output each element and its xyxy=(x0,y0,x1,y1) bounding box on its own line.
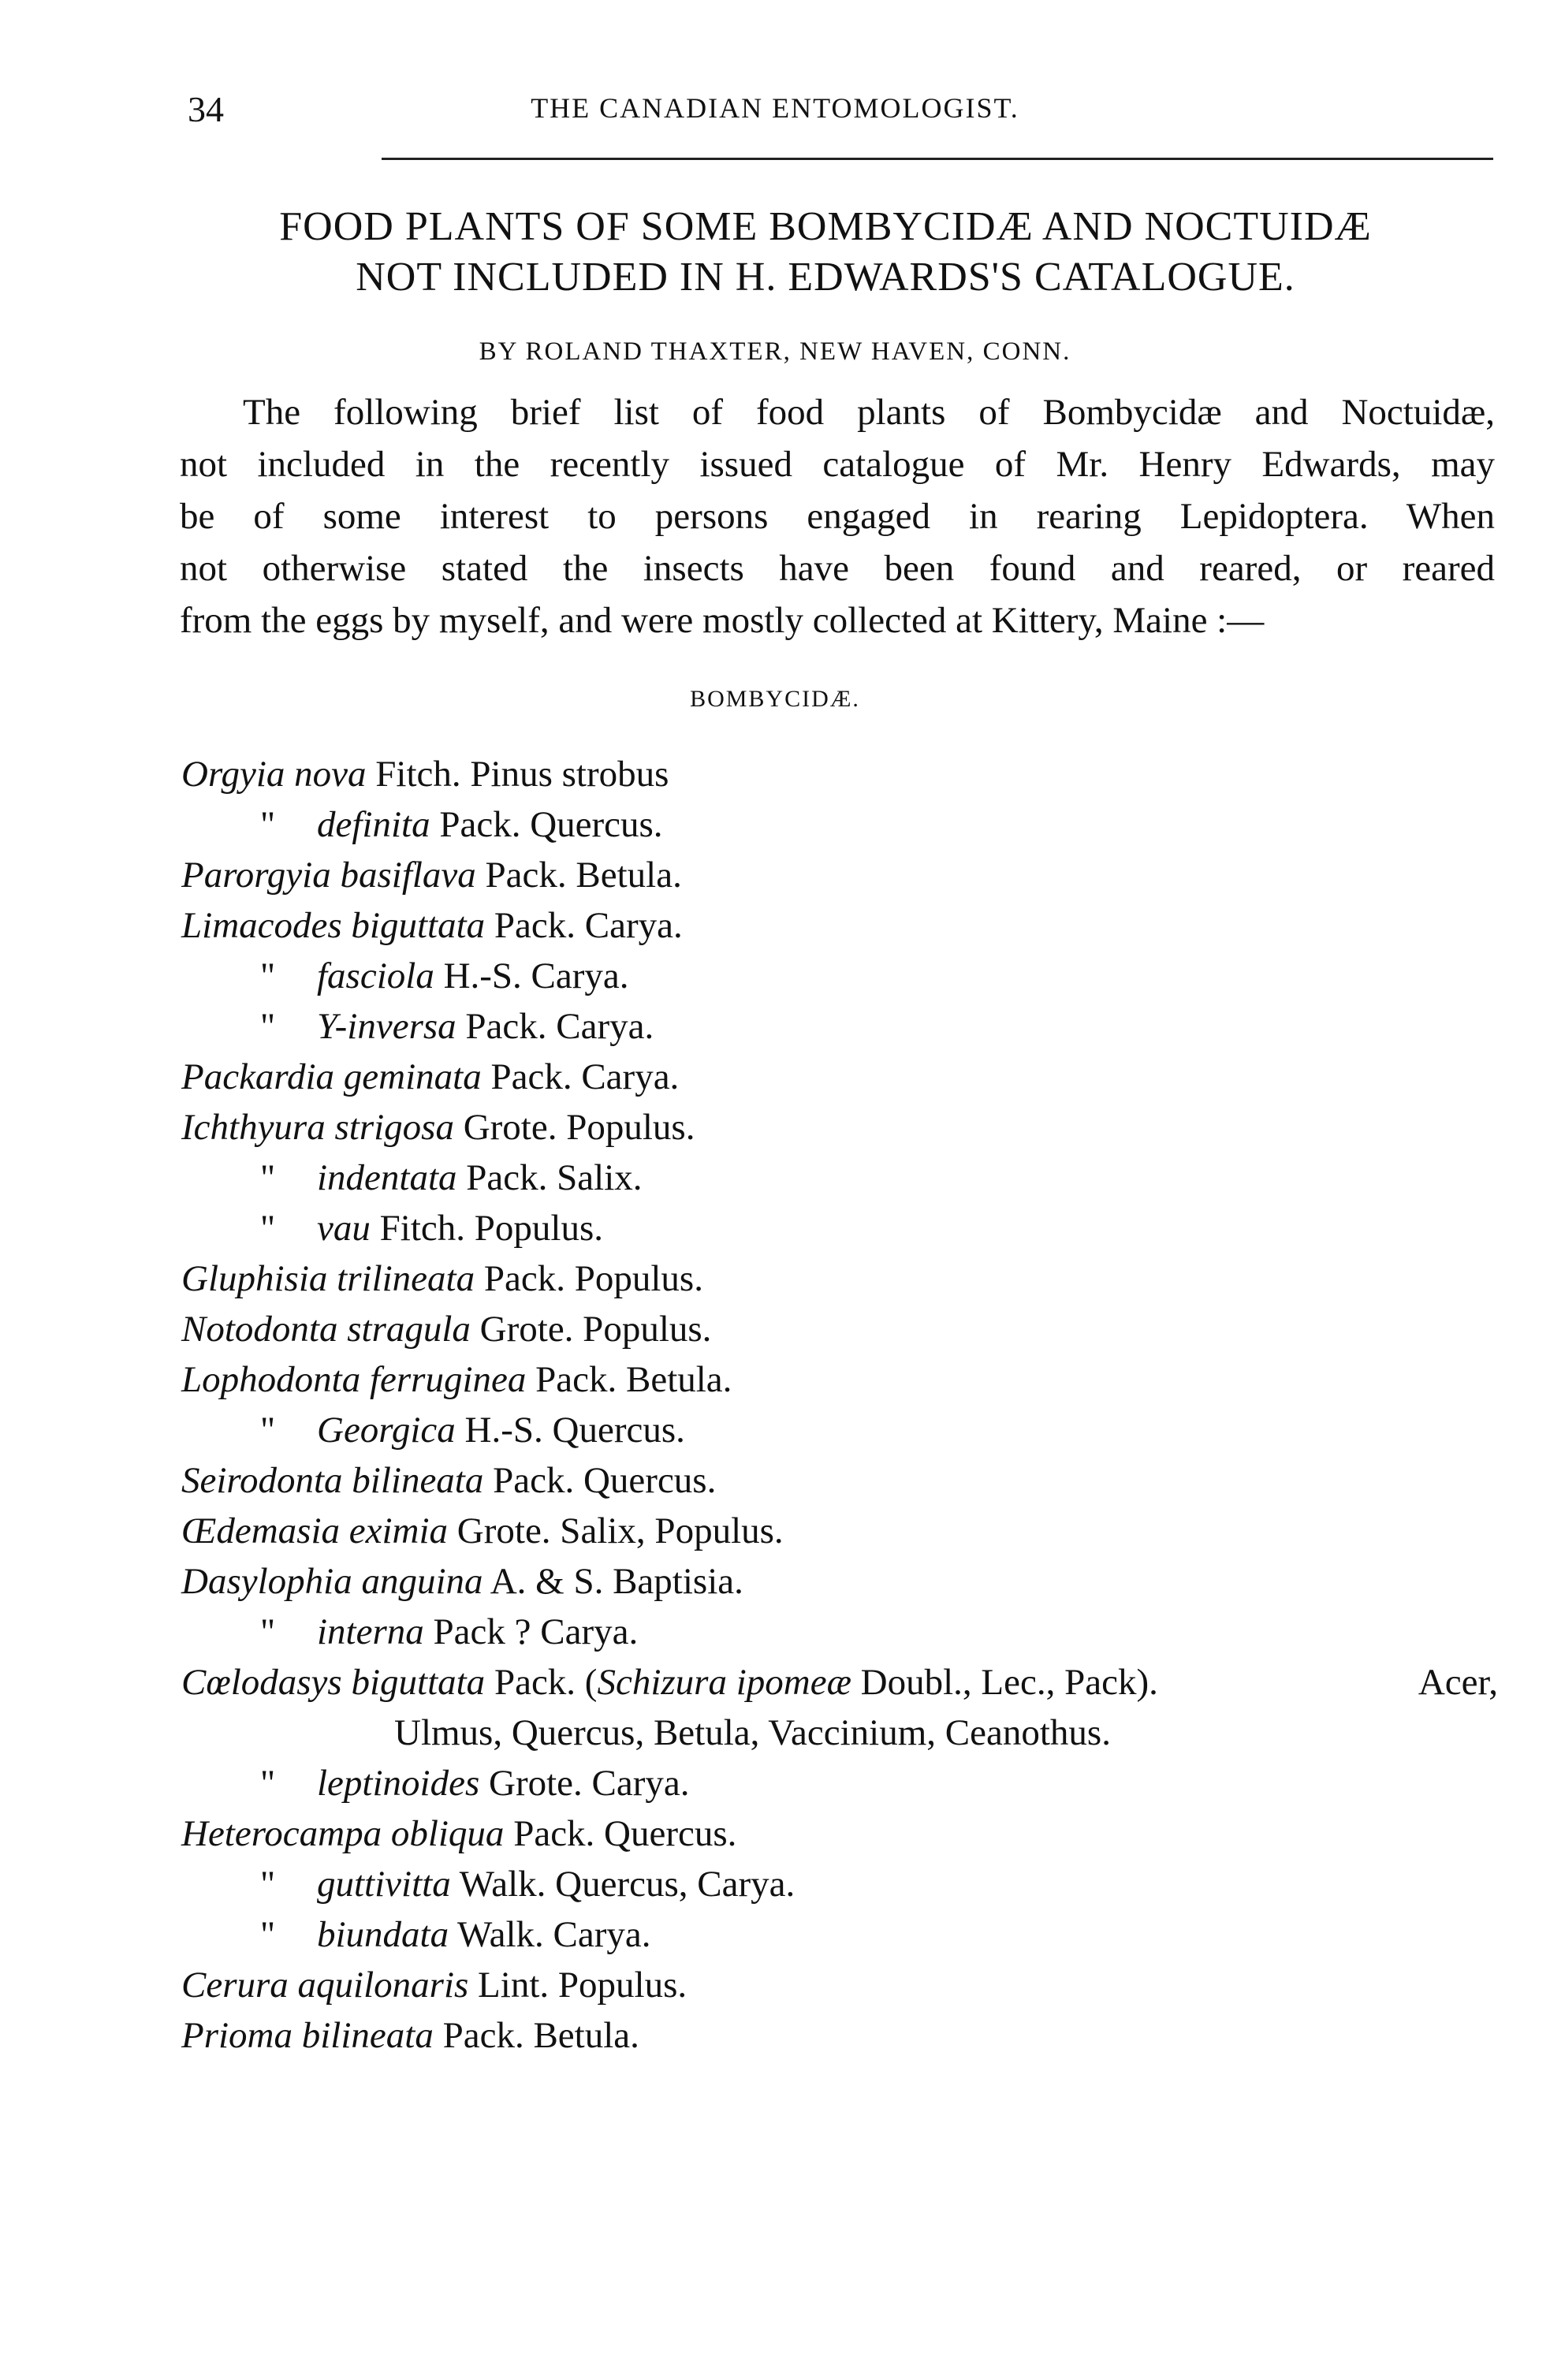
species-entry xyxy=(181,1354,1498,1405)
species-name: Œdemasia eximia xyxy=(181,1510,449,1551)
page-number: 34 xyxy=(188,89,224,129)
species-entry xyxy=(181,900,1498,951)
authority-and-food-plant: Pack. Salix. xyxy=(456,1157,643,1198)
species-entry xyxy=(181,850,1498,900)
ditto-mark: " xyxy=(260,804,276,845)
species-entry xyxy=(181,1001,1498,1052)
species-name: Y-inversa xyxy=(317,1006,456,1047)
species-entry xyxy=(181,951,1498,1001)
species-name: leptinoides xyxy=(317,1763,480,1804)
authority-and-food-plant: Walk. Quercus, Carya. xyxy=(450,1864,795,1905)
ditto-mark: " xyxy=(260,1410,276,1451)
species-name: Seirodonta bilineata xyxy=(181,1460,484,1501)
ditto-mark: " xyxy=(260,1006,276,1047)
authority-and-food-plant: Fitch. Pinus strobus xyxy=(366,754,669,795)
species-name: Cerura aquilonaris xyxy=(181,1965,469,2006)
authority-and-food-plant: Pack. Quercus. xyxy=(430,804,663,845)
species-entry xyxy=(181,1960,1498,2010)
authority-and-food-plant: Fitch. Populus. xyxy=(370,1208,603,1249)
species-name: Packardia geminata xyxy=(181,1056,482,1097)
authority-and-food-plant: H.-S. Quercus. xyxy=(455,1410,685,1451)
running-title: THE CANADIAN ENTOMOLOGIST. xyxy=(531,92,1019,124)
species-entry xyxy=(181,1808,1498,1859)
species-name: fasciola xyxy=(317,955,434,996)
species-entry xyxy=(181,1607,1498,1657)
coelodasys-main xyxy=(181,1657,1158,1708)
species-entry xyxy=(181,1405,1498,1455)
species-name: definita xyxy=(317,804,430,845)
species-name: guttivitta xyxy=(317,1864,451,1905)
authority-and-food-plant: A. & S. Baptisia. xyxy=(483,1561,743,1602)
species-entry xyxy=(181,1506,1498,1556)
synonym-authority: Doubl., Lec., Pack). xyxy=(851,1662,1158,1703)
intro-line: from the eggs by myself, and were mostly collected at Kittery, Maine :— xyxy=(180,600,1265,641)
authority-and-food-plant: Grote. Populus. xyxy=(453,1107,695,1148)
intro-line: not included in the recently issued catalogue of Mr. Henry Edwards, may xyxy=(180,444,1495,485)
ditto-mark: " xyxy=(260,955,276,996)
authority-and-food-plant: Pack. Carya. xyxy=(485,905,683,946)
species-name: Ichthyura strigosa xyxy=(181,1107,454,1148)
ditto-mark: " xyxy=(260,1208,276,1249)
species-name: Dasylophia anguina xyxy=(181,1561,483,1602)
species-name: Cœlodasys biguttata xyxy=(181,1662,486,1703)
species-entry xyxy=(181,1153,1498,1203)
species-entry xyxy=(181,799,1498,850)
species-name: Heterocampa obliqua xyxy=(181,1813,505,1854)
authority-and-food-plant: Grote. Carya. xyxy=(479,1763,690,1804)
article-title xyxy=(158,202,1493,303)
species-name: Orgyia nova xyxy=(181,754,367,795)
species-entry xyxy=(181,1909,1498,1960)
authority-and-food-plant: Walk. Carya. xyxy=(449,1914,651,1955)
authority-and-food-plant: Pack. Carya. xyxy=(456,1006,654,1047)
species-entry xyxy=(181,1203,1498,1253)
species-entry xyxy=(181,1758,1498,1808)
authority-and-food-plant: Pack. Betula. xyxy=(526,1359,732,1400)
species-name: Parorgyia basiflava xyxy=(181,855,476,896)
ditto-mark: " xyxy=(260,1157,276,1198)
species-name: Limacodes biguttata xyxy=(181,905,486,946)
species-entry xyxy=(181,1304,1498,1354)
species-list xyxy=(181,749,1498,2061)
authority-and-food-plant: Pack. Carya. xyxy=(481,1056,680,1097)
article-title-line-1: FOOD PLANTS OF SOME BOMBYCIDÆ AND NOCTUIDÆ xyxy=(279,204,1372,249)
intro-line: not otherwise stated the insects have been found and reared, or reared xyxy=(180,548,1495,589)
food-plant-start: Acer, xyxy=(1418,1662,1498,1703)
ditto-mark: " xyxy=(260,1864,276,1905)
species-name: Georgica xyxy=(317,1410,456,1451)
intro-paragraph xyxy=(180,386,1495,646)
species-entry xyxy=(181,749,1498,799)
species-entry xyxy=(181,1102,1498,1153)
article-title-line-2: NOT INCLUDED IN H. EDWARDS'S CATALOGUE. xyxy=(356,255,1295,300)
species-entry xyxy=(181,2010,1498,2061)
species-entry xyxy=(181,1455,1498,1506)
authority-and-food-plant: H.-S. Carya. xyxy=(434,955,629,996)
species-entry xyxy=(181,1556,1498,1607)
ditto-mark: " xyxy=(260,1914,276,1955)
authority-and-food-plant: Pack. Betula. xyxy=(475,855,682,896)
species-name: Lophodonta ferruginea xyxy=(181,1359,527,1400)
species-name: vau xyxy=(317,1208,371,1249)
ditto-mark: " xyxy=(260,1763,276,1804)
species-name: Notodonta stragula xyxy=(181,1309,471,1350)
species-entry-coelodasys xyxy=(181,1657,1498,1708)
species-name: biundata xyxy=(317,1914,449,1955)
authority-and-food-plant: Grote. Salix, Populus. xyxy=(448,1510,784,1551)
section-heading: BOMBYCIDÆ. xyxy=(690,686,860,712)
species-name: indentata xyxy=(317,1157,457,1198)
authority-and-food-plant: Lint. Populus. xyxy=(468,1965,687,2006)
byline: BY ROLAND THAXTER, NEW HAVEN, CONN. xyxy=(479,337,1071,366)
header-rule xyxy=(382,158,1493,160)
synonym-name: Schizura ipomeæ xyxy=(597,1662,851,1703)
ditto-mark: " xyxy=(260,1611,276,1652)
authority-and-food-plant: Pack. Betula. xyxy=(433,2015,639,2056)
species-name: Gluphisia trilineata xyxy=(181,1258,475,1299)
species-name: interna xyxy=(317,1611,424,1652)
species-entry xyxy=(181,1253,1498,1304)
authority-and-food-plant: Pack. Quercus. xyxy=(483,1460,717,1501)
species-name: Prioma bilineata xyxy=(181,2015,434,2056)
intro-line: be of some interest to persons engaged in rearing Lepidoptera. When xyxy=(180,496,1495,537)
authority-and-food-plant: Pack ? Carya. xyxy=(423,1611,639,1652)
intro-line: The following brief list of food plants of Bombycidæ and Noctuidæ, xyxy=(243,392,1495,433)
species-entry xyxy=(181,1859,1498,1909)
species-entry xyxy=(181,1052,1498,1102)
authority: Pack. ( xyxy=(485,1662,598,1703)
authority-and-food-plant: Grote. Populus. xyxy=(470,1309,712,1350)
authority-and-food-plant: Pack. Populus. xyxy=(475,1258,703,1299)
authority-and-food-plant: Pack. Quercus. xyxy=(504,1813,737,1854)
food-plant-continuation: Ulmus, Quercus, Betula, Vaccinium, Ceanothus. xyxy=(394,1712,1111,1753)
